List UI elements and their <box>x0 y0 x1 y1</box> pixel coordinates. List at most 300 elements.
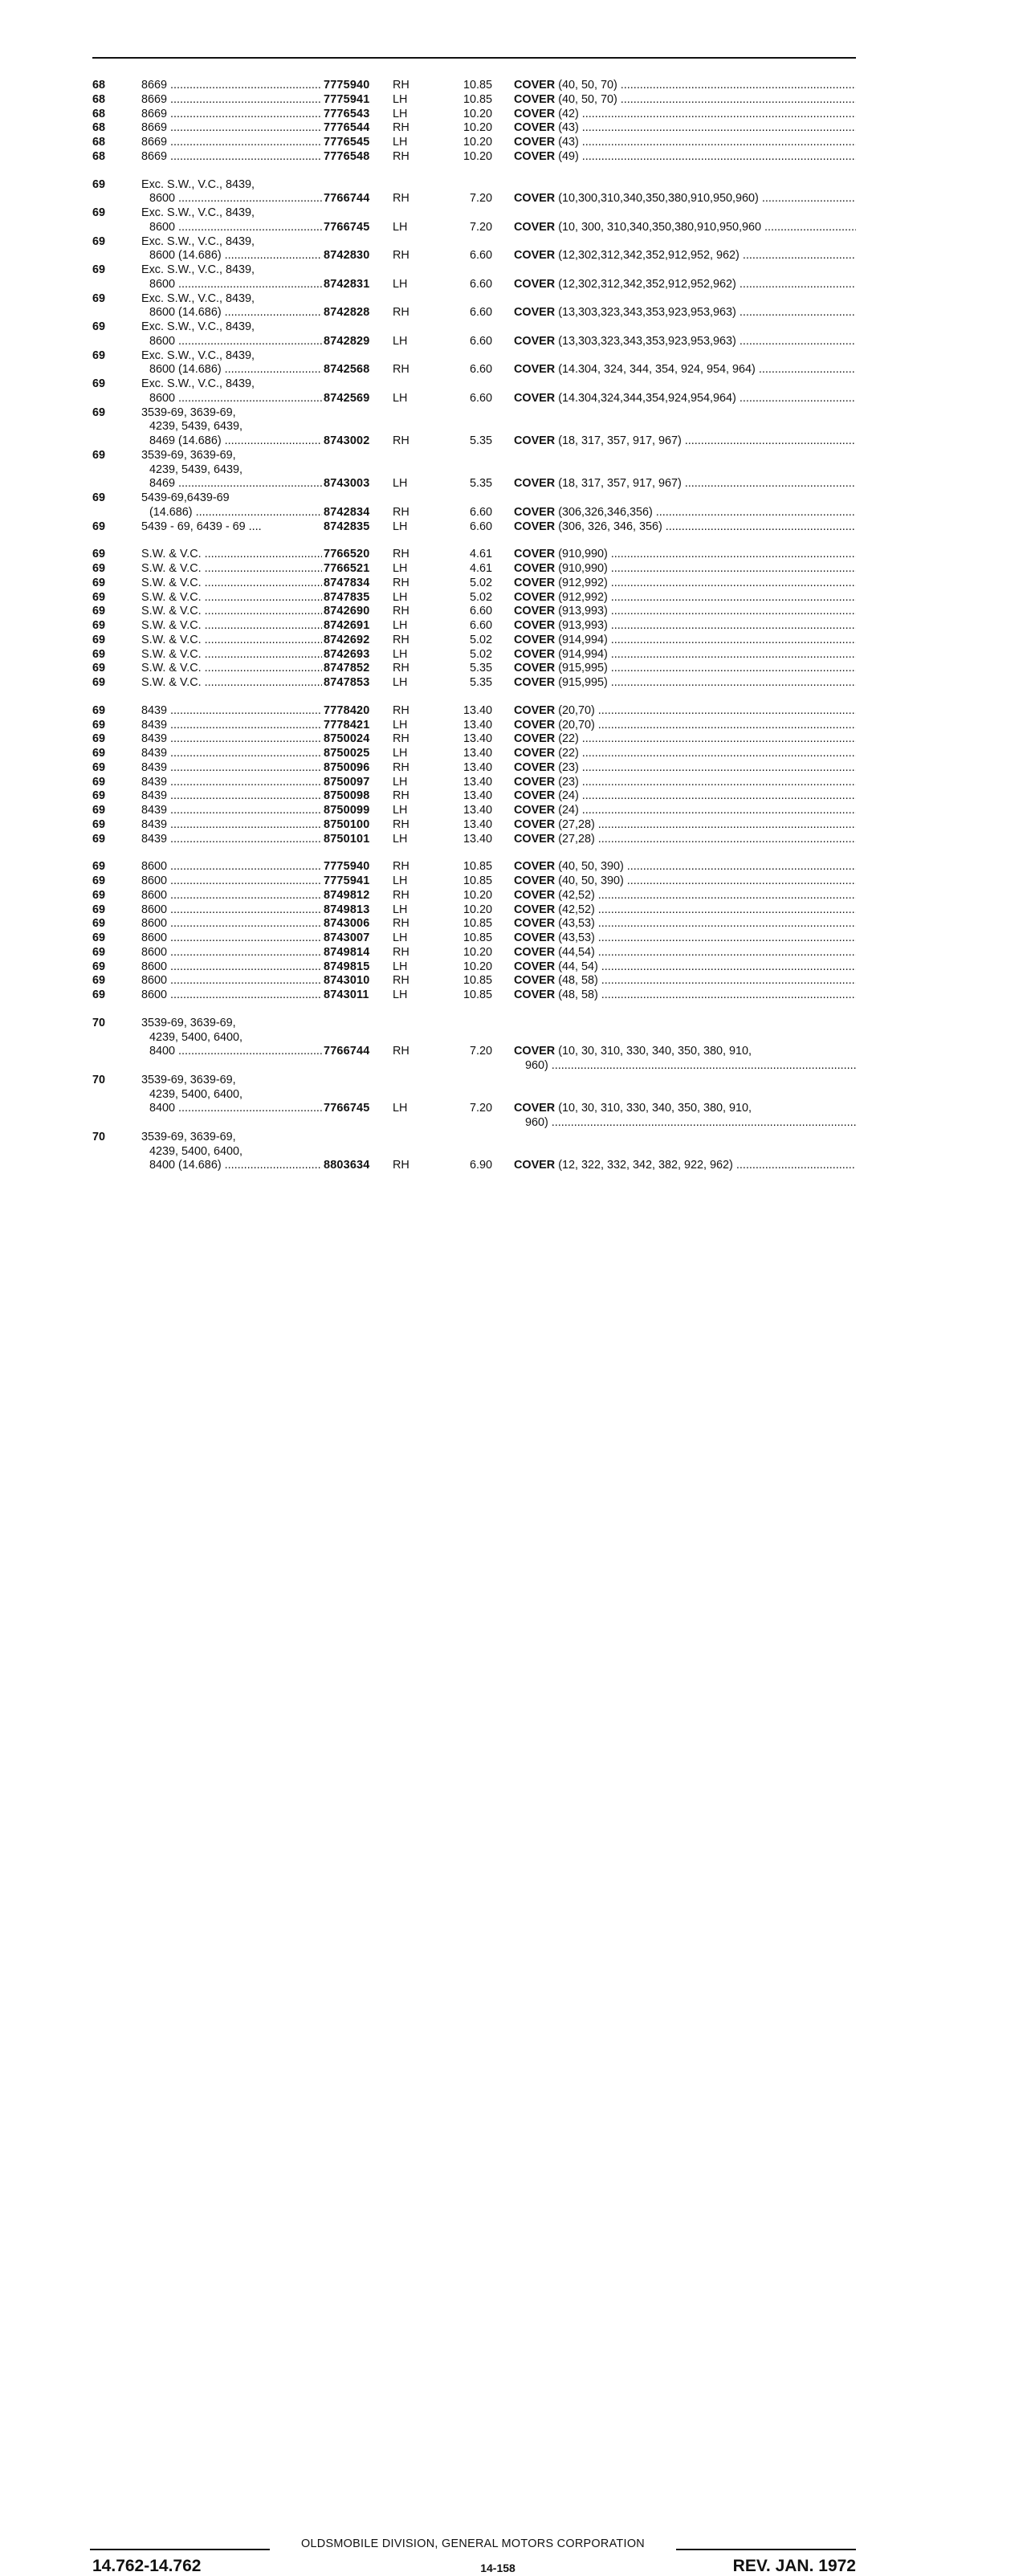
model-year: 69 <box>92 817 106 831</box>
part-number: 7776545 <box>324 136 370 149</box>
description-codes: (49) <box>558 149 579 163</box>
description-codes: (306, 326, 346, 356) <box>558 520 662 533</box>
model-applicability: 8439 ..... <box>141 760 322 776</box>
model-applicability: Exc. S.W., V.C., 8439, <box>141 291 255 305</box>
description-codes: (20,70) <box>558 703 595 717</box>
model-applicability: 5439-69,6439-69 <box>141 491 230 504</box>
model-applicability: Exc. S.W., V.C., 8439, <box>141 234 255 248</box>
part-number: 8750098 <box>324 789 370 803</box>
footer-rule-right <box>676 2549 856 2550</box>
part-description <box>514 107 856 122</box>
part-number: 7778421 <box>324 718 370 732</box>
model-applicability: S.W. & V.C. ..... <box>141 547 322 562</box>
model-year: 69 <box>92 576 106 589</box>
part-description <box>514 561 856 577</box>
part-number: 7766521 <box>324 562 370 575</box>
description-codes: (27,28) <box>558 817 595 831</box>
part-description <box>514 248 856 263</box>
model-year: 70 <box>92 1073 106 1086</box>
model-year: 68 <box>92 79 106 92</box>
model-applicability: 8600 ..... <box>141 903 322 918</box>
description-codes: (24) <box>558 789 579 803</box>
list-price: 6.60 <box>469 306 492 320</box>
part-description-continued: 960) ..... <box>525 1115 856 1131</box>
description-codes: (23) <box>558 760 579 774</box>
parts-list <box>0 0 1031 1285</box>
model-year: 69 <box>92 320 106 333</box>
part-description <box>514 945 856 960</box>
description-noun: COVER <box>514 434 556 447</box>
description-codes: (42,52) <box>558 903 595 916</box>
part-number: 8749814 <box>324 945 370 959</box>
description-noun: COVER <box>514 903 556 916</box>
model-year: 69 <box>92 177 106 191</box>
part-number: 8749813 <box>324 903 370 916</box>
footer-page-number: 14-158 <box>480 2562 516 2574</box>
model-applicability: S.W. & V.C. ..... <box>141 661 322 676</box>
part-number: 8750100 <box>324 817 370 831</box>
part-number: 8743011 <box>324 988 369 1001</box>
model-year: 69 <box>92 874 106 887</box>
model-year: 69 <box>92 562 106 575</box>
model-year: 69 <box>92 974 106 988</box>
part-description <box>514 618 856 634</box>
part-number: 8742828 <box>324 306 370 320</box>
side-indicator: LH <box>393 988 408 1001</box>
model-applicability: 8600 ..... <box>141 960 322 975</box>
list-price: 5.35 <box>469 477 492 491</box>
model-applicability: 8439 ..... <box>141 746 322 761</box>
part-number: 8742835 <box>324 520 370 533</box>
side-indicator: LH <box>393 136 408 149</box>
model-applicability: 8600 ..... <box>141 888 322 903</box>
part-number: 8749812 <box>324 888 370 902</box>
description-noun: COVER <box>514 121 556 135</box>
list-price: 13.40 <box>463 703 492 717</box>
side-indicator: RH <box>393 974 410 988</box>
description-codes: (48, 58) <box>558 988 598 1001</box>
description-codes: (910,990) <box>558 562 608 575</box>
description-noun: COVER <box>514 676 556 689</box>
part-description <box>514 391 856 406</box>
description-codes: (915,995) <box>558 676 608 689</box>
description-codes: (18, 317, 357, 917, 967) <box>558 477 682 491</box>
model-year: 69 <box>92 605 106 618</box>
description-codes: (12,302,312,342,352,912,952, 962) <box>558 249 740 263</box>
model-applicability: 8439 ..... <box>141 803 322 818</box>
list-price: 6.60 <box>469 363 492 377</box>
description-noun: COVER <box>514 249 556 263</box>
part-description <box>514 476 856 491</box>
description-codes: (13,303,323,343,353,923,953,963) <box>558 334 736 348</box>
list-price: 10.20 <box>463 121 492 135</box>
side-indicator: RH <box>393 121 410 135</box>
description-codes: (913,993) <box>558 605 608 618</box>
description-codes: (42,52) <box>558 888 595 902</box>
list-price: 13.40 <box>463 804 492 817</box>
list-price: 6.60 <box>469 391 492 405</box>
model-applicability: Exc. S.W., V.C., 8439, <box>141 377 255 390</box>
side-indicator: LH <box>393 874 408 887</box>
part-description <box>514 988 856 1003</box>
model-year: 69 <box>92 491 106 504</box>
model-applicability: 4239, 5400, 6400, <box>149 1144 243 1158</box>
description-noun: COVER <box>514 817 556 831</box>
side-indicator: RH <box>393 703 410 717</box>
list-price: 10.85 <box>463 917 492 931</box>
part-description <box>514 434 856 449</box>
part-number: 8742834 <box>324 505 370 519</box>
model-year: 69 <box>92 263 106 276</box>
list-price: 10.85 <box>463 79 492 92</box>
model-applicability: 8669 ..... <box>141 92 322 108</box>
side-indicator: RH <box>393 192 410 206</box>
side-indicator: LH <box>393 220 408 234</box>
model-year: 69 <box>92 860 106 874</box>
part-description <box>514 120 856 136</box>
part-description <box>514 505 856 520</box>
description-noun: COVER <box>514 1159 556 1172</box>
side-indicator: RH <box>393 789 410 803</box>
list-price: 7.20 <box>469 1045 492 1058</box>
list-price: 10.20 <box>463 136 492 149</box>
description-codes: (914,994) <box>558 633 608 646</box>
model-applicability: 8600 (14.686) ..... <box>149 305 322 320</box>
part-description <box>514 590 856 605</box>
part-description <box>514 859 856 874</box>
list-price: 6.60 <box>469 505 492 519</box>
description-codes: (22) <box>558 732 579 746</box>
description-noun: COVER <box>514 277 556 291</box>
description-noun: COVER <box>514 1102 556 1115</box>
description-noun: COVER <box>514 804 556 817</box>
description-noun: COVER <box>514 79 556 92</box>
part-number: 8747853 <box>324 676 370 689</box>
model-applicability: 8669 ..... <box>141 135 322 150</box>
description-codes: (914,994) <box>558 647 608 661</box>
model-applicability: S.W. & V.C. ..... <box>141 647 322 662</box>
model-applicability: S.W. & V.C. ..... <box>141 604 322 619</box>
side-indicator: LH <box>393 960 408 973</box>
model-applicability: 8600 ..... <box>141 945 322 960</box>
side-indicator: RH <box>393 249 410 263</box>
part-number: 8743006 <box>324 917 370 931</box>
part-description <box>514 1101 856 1116</box>
list-price: 10.20 <box>463 149 492 163</box>
part-description <box>514 149 856 165</box>
model-year: 69 <box>92 760 106 774</box>
model-year: 69 <box>92 945 106 959</box>
side-indicator: RH <box>393 945 410 959</box>
description-codes: (27,28) <box>558 832 595 846</box>
description-noun: COVER <box>514 576 556 589</box>
model-applicability: Exc. S.W., V.C., 8439, <box>141 177 255 191</box>
description-noun: COVER <box>514 633 556 646</box>
model-applicability: Exc. S.W., V.C., 8439, <box>141 348 255 362</box>
part-number: 8750101 <box>324 832 370 846</box>
footer-revision: REV. JAN. 1972 <box>732 2557 856 2575</box>
part-number: 8742691 <box>324 619 370 632</box>
description-codes: (12, 322, 332, 342, 382, 922, 962) <box>558 1159 733 1172</box>
model-applicability: Exc. S.W., V.C., 8439, <box>141 320 255 333</box>
description-codes: (10, 30, 310, 330, 340, 350, 380, 910, <box>558 1045 752 1058</box>
part-description <box>514 661 856 676</box>
model-applicability: S.W. & V.C. ..... <box>141 618 322 634</box>
description-noun: COVER <box>514 520 556 533</box>
description-codes: (10,300,310,340,350,380,910,950,960) <box>558 192 759 206</box>
model-applicability: 8669 ..... <box>141 78 322 93</box>
part-description <box>514 803 856 818</box>
list-price: 10.85 <box>463 974 492 988</box>
side-indicator: LH <box>393 619 408 632</box>
description-noun: COVER <box>514 136 556 149</box>
model-year: 69 <box>92 448 106 462</box>
description-codes: (42) <box>558 107 579 120</box>
description-noun: COVER <box>514 832 556 846</box>
part-description <box>514 718 856 733</box>
part-description <box>514 1044 856 1059</box>
part-number: 8747852 <box>324 662 370 675</box>
list-price: 5.02 <box>469 633 492 646</box>
part-number: 8750099 <box>324 804 370 817</box>
part-description <box>514 916 856 931</box>
model-applicability: 3539-69, 3639-69, <box>141 1016 236 1029</box>
list-price: 13.40 <box>463 789 492 803</box>
side-indicator: RH <box>393 1159 410 1172</box>
list-price: 4.61 <box>469 562 492 575</box>
model-applicability: 8469 ..... <box>149 476 322 491</box>
side-indicator: LH <box>393 832 408 846</box>
model-applicability: 8600 ..... <box>149 334 322 349</box>
model-year: 69 <box>92 520 106 533</box>
description-codes: (12,302,312,342,352,912,952,962) <box>558 277 736 291</box>
part-description <box>514 931 856 946</box>
description-noun: COVER <box>514 718 556 732</box>
model-year: 69 <box>92 775 106 789</box>
side-indicator: LH <box>393 747 408 760</box>
model-applicability: 8439 ..... <box>141 775 322 790</box>
part-number: 8742692 <box>324 633 370 646</box>
page-footer <box>0 1269 1031 2575</box>
list-price: 13.40 <box>463 817 492 831</box>
list-price: 4.61 <box>469 548 492 561</box>
model-applicability: 8600 ..... <box>141 931 322 946</box>
part-description <box>514 576 856 591</box>
description-noun: COVER <box>514 192 556 206</box>
list-price: 7.20 <box>469 1102 492 1115</box>
description-noun: COVER <box>514 590 556 604</box>
part-number: 8750096 <box>324 760 370 774</box>
model-applicability: 4239, 5400, 6400, <box>149 1087 243 1101</box>
model-applicability: 8439 ..... <box>141 832 322 847</box>
part-description <box>514 1158 856 1173</box>
part-number: 8803634 <box>324 1159 370 1172</box>
model-year: 69 <box>92 703 106 717</box>
side-indicator: RH <box>393 363 410 377</box>
part-number: 8742693 <box>324 647 370 661</box>
model-year: 70 <box>92 1130 106 1143</box>
part-number: 7775941 <box>324 874 370 887</box>
description-noun: COVER <box>514 874 556 887</box>
model-applicability: S.W. & V.C. ..... <box>141 561 322 577</box>
model-applicability: S.W. & V.C. ..... <box>141 590 322 605</box>
list-price: 5.02 <box>469 576 492 589</box>
side-indicator: LH <box>393 1102 408 1115</box>
description-codes: (20,70) <box>558 718 595 732</box>
description-codes: (44, 54) <box>558 960 598 973</box>
side-indicator: LH <box>393 391 408 405</box>
description-codes: (43) <box>558 136 579 149</box>
description-noun: COVER <box>514 747 556 760</box>
part-number: 8742568 <box>324 363 370 377</box>
side-indicator: RH <box>393 888 410 902</box>
list-price: 10.20 <box>463 107 492 120</box>
list-price: 10.85 <box>463 874 492 887</box>
side-indicator: RH <box>393 605 410 618</box>
part-description <box>514 732 856 747</box>
list-price: 6.90 <box>469 1159 492 1172</box>
part-description <box>514 520 856 535</box>
part-number: 7766745 <box>324 220 370 234</box>
model-year: 69 <box>92 917 106 931</box>
part-description <box>514 888 856 903</box>
footer-section-number: 14.762-14.762 <box>92 2557 202 2575</box>
side-indicator: LH <box>393 775 408 789</box>
description-codes: (910,990) <box>558 548 608 561</box>
list-price: 6.60 <box>469 619 492 632</box>
side-indicator: RH <box>393 79 410 92</box>
model-year: 68 <box>92 121 106 135</box>
model-applicability: 8600 ..... <box>149 277 322 292</box>
model-applicability: 5439 - 69, 6439 - 69 .... <box>141 520 262 533</box>
list-price: 6.60 <box>469 605 492 618</box>
description-noun: COVER <box>514 917 556 931</box>
description-codes: (43,53) <box>558 931 595 944</box>
description-noun: COVER <box>514 562 556 575</box>
list-price: 7.20 <box>469 192 492 206</box>
description-codes: (18, 317, 357, 917, 967) <box>558 434 682 447</box>
model-applicability: 4239, 5400, 6400, <box>149 1030 243 1044</box>
description-noun: COVER <box>514 945 556 959</box>
part-number: 7766744 <box>324 192 370 206</box>
model-applicability: 3539-69, 3639-69, <box>141 406 236 419</box>
list-price: 10.85 <box>463 988 492 1001</box>
part-number: 8747834 <box>324 576 370 589</box>
side-indicator: LH <box>393 903 408 916</box>
model-applicability: 8439 ..... <box>141 718 322 733</box>
description-noun: COVER <box>514 732 556 746</box>
side-indicator: RH <box>393 1045 410 1058</box>
description-noun: COVER <box>514 775 556 789</box>
model-applicability: 8600 ..... <box>149 191 322 206</box>
model-applicability: 4239, 5439, 6439, <box>149 463 243 476</box>
model-year: 69 <box>92 732 106 746</box>
description-noun: COVER <box>514 931 556 944</box>
description-codes: (10, 300, 310,340,350,380,910,950,960 <box>558 220 762 234</box>
model-applicability: 8439 ..... <box>141 732 322 747</box>
side-indicator: LH <box>393 590 408 604</box>
description-codes: (40, 50, 390) <box>558 860 624 874</box>
description-noun: COVER <box>514 619 556 632</box>
description-noun: COVER <box>514 860 556 874</box>
list-price: 6.60 <box>469 520 492 533</box>
model-year: 70 <box>92 1016 106 1029</box>
list-price: 6.60 <box>469 277 492 291</box>
side-indicator: LH <box>393 277 408 291</box>
list-price: 13.40 <box>463 775 492 789</box>
model-year: 68 <box>92 149 106 163</box>
list-price: 10.20 <box>463 888 492 902</box>
model-year: 69 <box>92 804 106 817</box>
part-description <box>514 135 856 150</box>
description-codes: (24) <box>558 804 579 817</box>
part-number: 8742569 <box>324 391 370 405</box>
part-number: 7775940 <box>324 860 370 874</box>
model-applicability: 8469 (14.686) ..... <box>149 434 322 449</box>
description-codes: (915,995) <box>558 662 608 675</box>
footer-division: OLDSMOBILE DIVISION, GENERAL MOTORS CORPORATION <box>300 2537 646 2550</box>
model-applicability: S.W. & V.C. ..... <box>141 576 322 591</box>
part-description <box>514 775 856 790</box>
part-number: 7776543 <box>324 107 370 120</box>
part-number: 8750025 <box>324 747 370 760</box>
model-applicability: Exc. S.W., V.C., 8439, <box>141 263 255 276</box>
model-year: 69 <box>92 291 106 305</box>
side-indicator: RH <box>393 505 410 519</box>
model-applicability: 8600 ..... <box>149 391 322 406</box>
side-indicator: RH <box>393 662 410 675</box>
part-number: 7775940 <box>324 79 370 92</box>
side-indicator: RH <box>393 306 410 320</box>
model-applicability: S.W. & V.C. ..... <box>141 633 322 648</box>
model-year: 69 <box>92 206 106 219</box>
model-year: 69 <box>92 676 106 689</box>
list-price: 13.40 <box>463 760 492 774</box>
side-indicator: LH <box>393 477 408 491</box>
side-indicator: LH <box>393 718 408 732</box>
model-applicability: 4239, 5439, 6439, <box>149 420 243 434</box>
list-price: 5.35 <box>469 662 492 675</box>
part-description <box>514 903 856 918</box>
description-codes: (40, 50, 70) <box>558 92 617 106</box>
description-codes: (13,303,323,343,353,923,953,963) <box>558 306 736 320</box>
description-codes: (14.304, 324, 344, 354, 924, 954, 964) <box>558 363 756 377</box>
part-number: 7766520 <box>324 548 370 561</box>
model-year: 69 <box>92 406 106 419</box>
part-description <box>514 973 856 988</box>
part-description <box>514 789 856 804</box>
model-applicability: 8669 ..... <box>141 149 322 165</box>
model-applicability: 8439 ..... <box>141 817 322 833</box>
description-noun: COVER <box>514 974 556 988</box>
description-noun: COVER <box>514 306 556 320</box>
model-year: 69 <box>92 662 106 675</box>
list-price: 13.40 <box>463 732 492 746</box>
part-number: 8749815 <box>324 960 370 973</box>
description-noun: COVER <box>514 605 556 618</box>
list-price: 10.20 <box>463 960 492 973</box>
side-indicator: RH <box>393 576 410 589</box>
description-codes: (22) <box>558 747 579 760</box>
list-price: 5.35 <box>469 434 492 447</box>
part-number: 7778420 <box>324 703 370 717</box>
model-applicability: Exc. S.W., V.C., 8439, <box>141 206 255 219</box>
model-year: 69 <box>92 832 106 846</box>
model-applicability: 8600 ..... <box>141 859 322 874</box>
side-indicator: LH <box>393 931 408 944</box>
description-noun: COVER <box>514 220 556 234</box>
description-noun: COVER <box>514 505 556 519</box>
